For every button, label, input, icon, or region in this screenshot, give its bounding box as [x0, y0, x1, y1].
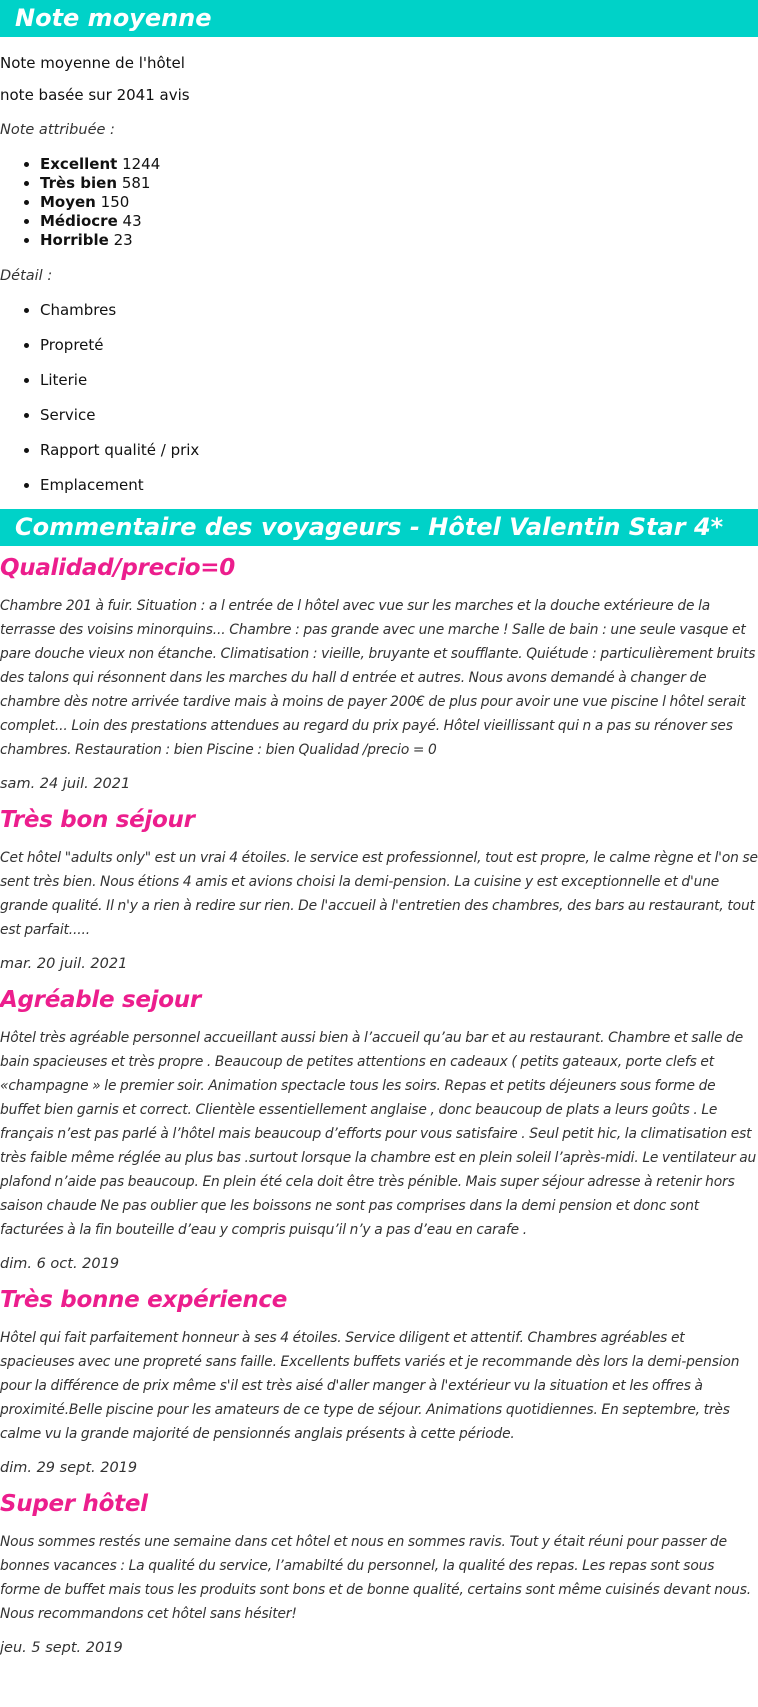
- attributed-label: Note attribuée :: [0, 122, 115, 138]
- rating-section: [0, 0, 758, 495]
- review-date: sam. 24 juil. 2021: [0, 776, 131, 792]
- review-date: mar. 20 juil. 2021: [0, 956, 128, 972]
- review-body: Hôtel très agréable personnel accueillant aussi bien à l’accueil qu’au bar et au restaurant. Chambre et salle de bain spacieuses et très propre . Beaucoup de petites attentions en cadeaux ( petits gateaux, porte clefs et «champagne » le premier soir. Animation spectacle tous les soirs. Repas et petits déjeuners sous forme de buffet bien garnis et correct. Clientèle essentiellement anglaise , donc beaucoup de plats a leurs goûts . Le français n’est pas parlé à l’hôtel mais beaucoup d’efforts pour vous satisfaire . Seul petit hic, la climatisation est très faible même réglée au plus bas .surtout lorsque la chambre est en plein soleil l’après-midi. Le ventilateur au plafond n’aide pas beaucoup. En plein été cela doit être très pénible. Mais super séjour adresse à retenir hors saison chaude Ne pas oublier que les boissons ne sont pas comprises dans la demi pension et donc sont facturées à la fin bouteille d’eau y compris puisqu’il n’y a pas d’eau en carafe .: [0, 1030, 757, 1238]
- rating-count-value: 150: [100, 193, 130, 211]
- review-body: Chambre 201 à fuir. Situation : a l entrée de l hôtel avec vue sur les marches et la douche extérieure de la terrasse des voisins minorquins... Chambre : pas grande avec une marche ! Salle de bain : une seule vasque et pare douche vieux non étanche. Climatisation : vieille, bruyante et soufflante. Quiétude : particulièrement bruits des talons qui résonnent dans les marches du hall d entrée et autres. Nous avons demandé à changer de chambre dès notre arrivée tardive mais à moins de payer 200€ de plus pour avoir une vue piscine l hôtel serait complet... Loin des prestations attendues au regard du prix payé. Hôtel vieillissant qui n a pas su rénover ses chambres. Restauration : bien Piscine : bien Qualidad /precio = 0: [0, 598, 756, 758]
- review-body: Hôtel qui fait parfaitement honneur à ses 4 étoiles. Service diligent et attentif. Chambres agréables et spacieuses avec une propreté sans faille. Excellents buffets variés et je recommande dès lors la demi-pension pour la différence de prix même s'il est très aisé d'aller manger à l'extérieur vu la situation et les offres à proximité.Belle piscine pour les amateurs de ce type de séjour. Animations quotidiennes. En septembre, très calme vu la grande majorité de pensionnés anglais présents à cette période.: [0, 1330, 740, 1442]
- review-body: Cet hôtel "adults only" est un vrai 4 étoiles. le service est professionnel, tout est propre, le calme règne et l'on se sent très bien. Nous étions 4 amis et avions choisi la demi-pension. La cuisine y est exceptionnelle et d'une grande qualité. Il n'y a rien à redire sur rien. De l'accueil à l'entretien des chambres, des bars au restaurant, tout est parfait.....: [0, 850, 758, 938]
- review-date: dim. 6 oct. 2019: [0, 1256, 120, 1272]
- rating-count-label: Horrible: [40, 231, 109, 249]
- review: [0, 554, 758, 794]
- reviews-section: [0, 509, 758, 1658]
- detail-item: • Propreté: [40, 336, 758, 355]
- rating-count-label: Médiocre: [40, 212, 118, 230]
- rating-count-value: 581: [121, 174, 151, 192]
- rating-count-label: Moyen: [40, 193, 96, 211]
- detail-item: • Emplacement: [40, 476, 758, 495]
- rating-count-item: [40, 174, 758, 193]
- review-title: Qualidad/precio=0: [0, 555, 235, 581]
- review: [0, 1490, 758, 1658]
- detail-label: Détail :: [0, 268, 53, 284]
- review-title: Super hôtel: [0, 1491, 148, 1517]
- rating-count-item: [40, 231, 758, 250]
- rating-count-value: 43: [122, 212, 142, 230]
- review: [0, 986, 758, 1274]
- rating-count-value: 23: [113, 231, 133, 249]
- rating-count-value: 1244: [122, 155, 161, 173]
- review-date: dim. 29 sept. 2019: [0, 1460, 138, 1476]
- detail-item: • Literie: [40, 371, 758, 390]
- detail-list: [0, 301, 758, 495]
- rating-count-item: [40, 193, 758, 212]
- review-date: jeu. 5 sept. 2019: [0, 1640, 123, 1656]
- review-title: Agréable sejour: [0, 987, 201, 1013]
- review: [0, 1286, 758, 1478]
- review: [0, 806, 758, 974]
- detail-item: • Rapport qualité / prix: [40, 441, 758, 460]
- rating-count-label: Très bien: [40, 174, 118, 192]
- rating-count-item: [40, 155, 758, 174]
- rating-counts-list: [0, 155, 758, 250]
- rating-title: Note moyenne de l'hôtel: [0, 54, 185, 72]
- rating-based-on: note basée sur 2041 avis: [0, 86, 190, 104]
- rating-count-label: Excellent: [40, 155, 118, 173]
- detail-item: • Service: [40, 406, 758, 425]
- review-body: Nous sommes restés une semaine dans cet hôtel et nous en sommes ravis. Tout y était réuni pour passer de bonnes vacances : La qualité du service, l’amabilté du personnel, la qualité des repas. Les repas sont sous forme de buffet mais tous les produits sont bons et de bonne qualité, certains sont même cuisinés devant nous. Nous recommandons cet hôtel sans hésiter!: [0, 1534, 751, 1622]
- review-title: Très bonne expérience: [0, 1287, 288, 1313]
- rating-count-item: [40, 212, 758, 231]
- reviews-header: Commentaire des voyageurs - Hôtel Valentin Star 4*: [0, 509, 758, 546]
- rating-header: Note moyenne: [0, 0, 758, 37]
- detail-item: • Chambres: [40, 301, 758, 320]
- review-title: Très bon séjour: [0, 807, 195, 833]
